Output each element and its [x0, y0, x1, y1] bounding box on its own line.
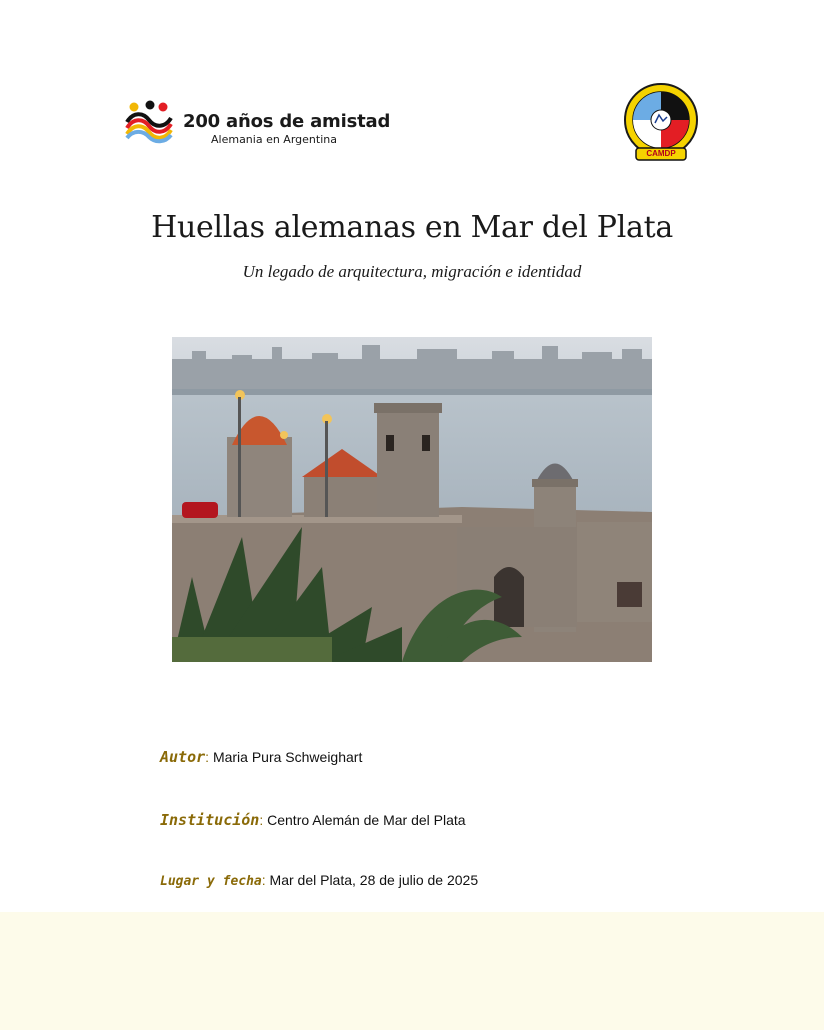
institution-label: Institución	[160, 811, 260, 829]
institution-seal	[622, 82, 700, 164]
anniversary-logo	[125, 100, 391, 150]
author-label: Autor	[160, 748, 206, 766]
anniversary-emblem-icon	[125, 100, 175, 144]
place-date-colon: :	[261, 872, 266, 888]
author-colon: :	[205, 749, 210, 765]
document-title: Huellas alemanas en Mar del Plata	[151, 210, 673, 245]
logo-title: 200 años de amistad	[183, 111, 391, 132]
page-footer-band	[0, 912, 824, 1030]
document-subtitle: Un legado de arquitectura, migración e identidad	[242, 262, 582, 281]
place-date-line	[160, 872, 478, 889]
author-value: Maria Pura Schweighart	[212, 749, 363, 765]
institution-colon: :	[259, 812, 264, 828]
place-date-value: Mar del Plata, 28 de julio de 2025	[269, 872, 479, 888]
cover-photo	[172, 337, 652, 662]
author-line	[160, 748, 362, 766]
institution-line	[160, 811, 466, 829]
seal-caption: CAMDP	[646, 149, 676, 158]
place-date-label: Lugar y fecha	[160, 874, 262, 889]
castle-coastline-photo	[172, 337, 652, 662]
logo-subtitle: Alemania en Argentina	[211, 133, 337, 146]
institution-value: Centro Alemán de Mar del Plata	[267, 812, 466, 828]
